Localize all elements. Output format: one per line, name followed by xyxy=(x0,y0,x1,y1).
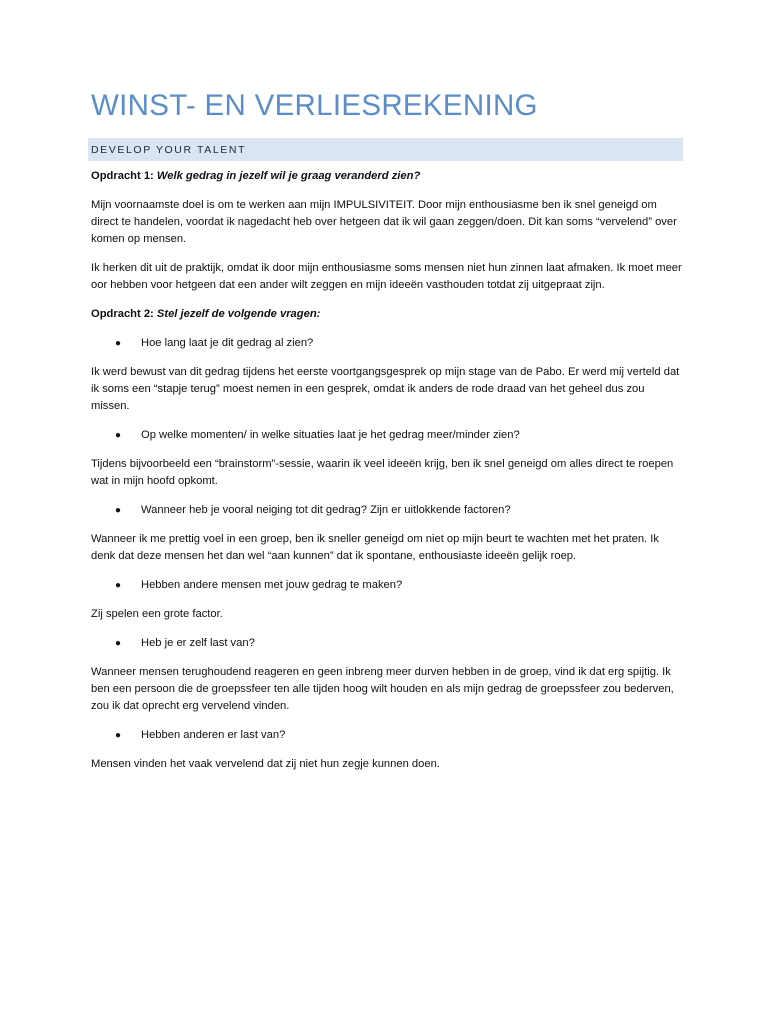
answer-paragraph: Wanneer ik me prettig voel in een groep, ben ik sneller geneigd om niet op mijn beurt te wachten met het praten. Ik denk dat deze mensen het dan wel “aan kunnen” dat ik spontane, enthousiaste ideeën gelijk roep. xyxy=(91,533,659,562)
opdracht-2-question: Stel jezelf de volgende vragen: xyxy=(156,308,321,320)
bullet-icon: ● xyxy=(115,638,122,649)
bullet-icon: ● xyxy=(115,580,122,591)
bullet-icon: ● xyxy=(115,430,122,441)
bullet-icon: ● xyxy=(115,338,122,349)
opdracht-2-label: Opdracht 2: xyxy=(91,308,157,320)
bullet-question xyxy=(91,335,683,352)
document-title: WINST- EN VERLIESREKENING xyxy=(91,89,538,122)
bullet-question-text: Wanneer heb je vooral neiging tot dit gedrag? Zijn er uitlokkende factoren? xyxy=(141,504,511,516)
bullet-question-text: Op welke momenten/ in welke situaties laat je het gedrag meer/minder zien? xyxy=(141,429,520,441)
bullet-question xyxy=(91,635,683,652)
paragraph-2: Ik herken dit uit de praktijk, omdat ik door mijn enthousiasme soms mensen niet hun zinnen laat afmaken. Ik moet meer oor hebben voor hetgeen dat een ander wilt zeggen en mijn ideeën vasthouden totdat zij uitgepraat zijn. xyxy=(91,262,682,291)
bullet-icon: ● xyxy=(115,505,122,516)
paragraph-1: Mijn voornaamste doel is om te werken aan mijn IMPULSIVITEIT. Door mijn enthousiasme ben ik snel geneigd om direct te handelen, voordat ik nagedacht heb over hetgeen dat ik wil gaan zeggen/doen. Dit kan soms “vervelend” over komen op mensen. xyxy=(91,199,677,245)
opdracht-2-heading xyxy=(91,306,683,323)
bullet-question-text: Hebben andere mensen met jouw gedrag te maken? xyxy=(141,579,403,591)
bullet-question xyxy=(91,427,683,444)
bullet-question-text: Heb je er zelf last van? xyxy=(141,637,255,649)
answer-paragraph: Mensen vinden het vaak vervelend dat zij niet hun zegje kunnen doen. xyxy=(91,758,440,770)
document-page xyxy=(91,88,683,785)
opdracht-1-heading xyxy=(91,168,683,185)
document-subtitle: DEVELOP YOUR TALENT xyxy=(91,143,247,156)
answer-paragraph: Tijdens bijvoorbeeld een “brainstorm”-sessie, waarin ik veel ideeën krijg, ben ik snel geneigd om alles direct te roepen wat in mijn hoofd opkomt. xyxy=(91,458,674,487)
bullet-question xyxy=(91,727,683,744)
bullet-question-text: Hoe lang laat je dit gedrag al zien? xyxy=(141,337,314,349)
opdracht-1-question: Welk gedrag in jezelf wil je graag veranderd zien? xyxy=(156,170,421,182)
subtitle-band xyxy=(88,138,683,161)
bullet-question xyxy=(91,502,683,519)
bullet-question xyxy=(91,577,683,594)
answer-paragraph: Zij spelen een grote factor. xyxy=(91,608,223,620)
opdracht-1-label: Opdracht 1: xyxy=(91,170,157,182)
bullet-icon: ● xyxy=(115,730,122,741)
bullet-question-text: Hebben anderen er last van? xyxy=(141,729,286,741)
answer-paragraph: Wanneer mensen terughoudend reageren en geen inbreng meer durven hebben in de groep, vind ik dat erg spijtig. Ik ben een persoon die de groepssfeer ten alle tijden hoog wilt houden en als mijn gedrag de groepssfeer zou bederven, zou ik dat oprecht erg vervelend vinden. xyxy=(91,666,674,712)
document-body xyxy=(91,168,683,773)
answer-paragraph: Ik werd bewust van dit gedrag tijdens het eerste voortgangsgesprek op mijn stage van de Pabo. Er werd mij verteld dat ik soms een “stapje terug” moest nemen in een gesprek, omdat ik anders de rode draad van het geheel dus zou missen. xyxy=(91,366,680,412)
